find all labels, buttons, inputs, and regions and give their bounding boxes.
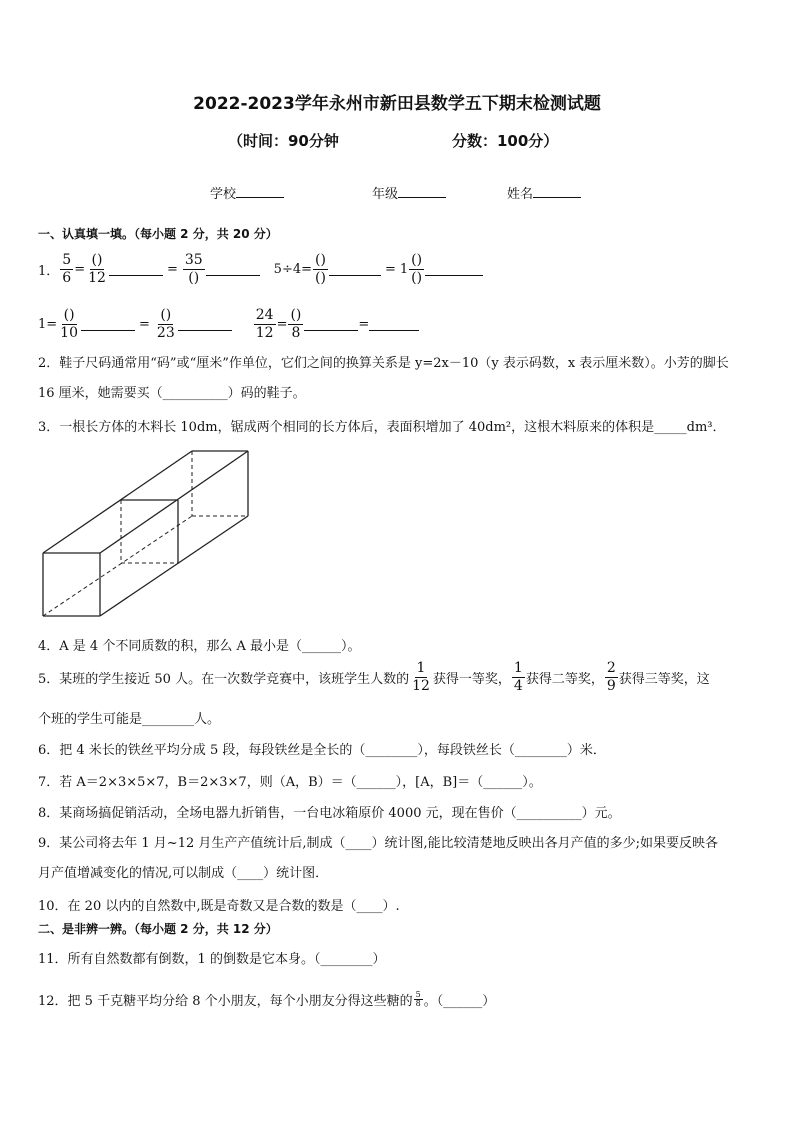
fraction-1-12: $\frac{1}{12}$ xyxy=(412,660,430,694)
answer-blank[interactable] xyxy=(178,318,232,331)
section-1-heading: 一、认真填一填。（每小题 2 分，共 20 分） xyxy=(38,227,278,241)
question-1-row-1 xyxy=(38,252,483,287)
fraction-blank-8[interactable]: $\frac{()}{8}$ xyxy=(290,307,302,341)
equals-sign: = xyxy=(384,262,396,277)
fraction-blank-12[interactable]: $\frac{()}{12}$ xyxy=(88,252,106,286)
answer-blank[interactable] xyxy=(206,263,260,276)
question-2-line-2: 16 厘米，她需要买（__________）码的鞋子。 xyxy=(38,386,306,401)
equals-sign: = xyxy=(276,317,288,332)
answer-blank[interactable] xyxy=(425,263,483,276)
fraction-blank-blank[interactable]: $\frac{()}{()}$ xyxy=(315,252,326,286)
question-1-row-2 xyxy=(38,307,419,342)
fraction-blank-23[interactable]: $\frac{()}{23}$ xyxy=(156,307,175,341)
grade-field[interactable] xyxy=(372,183,446,202)
mixed-whole: 1 xyxy=(399,262,409,277)
question-5-line-1: 5．某班的学生接近 50 人。在一次数学竞赛中，该班学生人数的 $\frac{1}{12}$ 获得一等奖， $\frac{1}{4}$ 获得二等奖， $\frac{2}{9}$ 获得三等奖，这 xyxy=(38,660,710,694)
equals-sign: = xyxy=(139,317,150,332)
question-number: 1． xyxy=(38,264,60,279)
fraction-1-4: $\frac{1}{4}$ xyxy=(513,660,523,694)
fraction-blank-10[interactable]: $\frac{()}{10}$ xyxy=(60,307,78,341)
school-blank[interactable] xyxy=(236,185,284,198)
exam-score: 分数：100分） xyxy=(452,132,559,150)
answer-blank[interactable] xyxy=(81,318,135,331)
one-equals: 1= xyxy=(38,317,58,332)
answer-blank[interactable] xyxy=(329,263,381,276)
fraction-24-12: $\frac{24}{12}$ xyxy=(255,307,274,341)
question-9-line-2: 月产值增减变化的情况,可以制成（____）统计图． xyxy=(38,866,329,881)
question-10: 10．在 20 以内的自然数中,既是奇数又是合数的数是（____）. xyxy=(38,899,400,914)
school-field[interactable] xyxy=(210,183,284,202)
question-5-line-2: 个班的学生可能是________人。 xyxy=(38,712,221,727)
question-6: 6．把 4 米长的铁丝平均分成 5 段，每段铁丝是全长的（________），每段铁丝长（________）米． xyxy=(38,743,606,758)
division-expression: 5÷4= xyxy=(273,262,312,277)
grade-blank[interactable] xyxy=(398,185,446,198)
name-field[interactable] xyxy=(507,183,581,202)
question-9-line-1: 9．某公司将去年 1 月~12 月生产产值统计后,制成（____）统计图,能比较清楚地反映出各月产值的多少;如果要反映各 xyxy=(38,836,719,851)
question-12: 12．把 5 千克糖平均分给 8 个小朋友，每个小朋友分得这些糖的 $\frac{5}{8}$ 。（______） xyxy=(38,990,496,1009)
cuboid-diagram xyxy=(40,448,255,620)
answer-blank[interactable] xyxy=(109,263,163,276)
fraction-blank-blank[interactable]: $\frac{()}{()}$ xyxy=(411,252,423,286)
fraction-2-9: $\frac{2}{9}$ xyxy=(606,660,616,694)
question-11: 11．所有自然数都有倒数，1 的倒数是它本身。（________） xyxy=(38,952,386,967)
question-2-line-1: 2．鞋子尺码通常用“码”或“厘米”作单位，它们之间的换算关系是 y=2x－10（y 表示码数，x 表示厘米数）。小芳的脚长 xyxy=(38,356,729,371)
grade-label: 年级 xyxy=(372,187,399,202)
question-3: 3．一根长方体的木料长 10dm，锯成两个相同的长方体后，表面积增加了 40dm²，这根木料原来的体积是_____dm³． xyxy=(38,420,726,435)
equals-sign: = xyxy=(74,262,86,277)
equals-sign: = xyxy=(166,262,178,277)
question-7: 7．若 A＝2×3×5×7，B＝2×3×7，则（A，B）＝（______），[A，B]＝（______）。 xyxy=(38,775,542,790)
question-8: 8．某商场搞促销活动，全场电器九折销售，一台电冰箱原价 4000 元，现在售价（__________）元。 xyxy=(38,806,621,821)
answer-blank[interactable] xyxy=(304,318,358,331)
exam-title: 2022-2023学年永州市新田县数学五下期末检测试题 xyxy=(193,94,601,114)
question-4: 4．A 是 4 个不同质数的积，那么 A 最小是（______）。 xyxy=(38,639,361,654)
fraction-5-6: $\frac{5}{6}$ xyxy=(62,252,72,286)
exam-time: （时间：90分钟 xyxy=(228,132,339,150)
equals-sign: = xyxy=(358,317,370,332)
name-label: 姓名 xyxy=(507,187,534,202)
fraction-5-8: $\frac{5}{8}$ xyxy=(415,990,421,1008)
fraction-35-blank[interactable]: $\frac{35}{()}$ xyxy=(184,252,203,286)
name-blank[interactable] xyxy=(533,185,581,198)
answer-blank[interactable] xyxy=(369,318,419,331)
section-2-heading: 二、是非辨一辨。（每小题 2 分，共 12 分） xyxy=(38,922,278,936)
school-label: 学校 xyxy=(210,187,237,202)
